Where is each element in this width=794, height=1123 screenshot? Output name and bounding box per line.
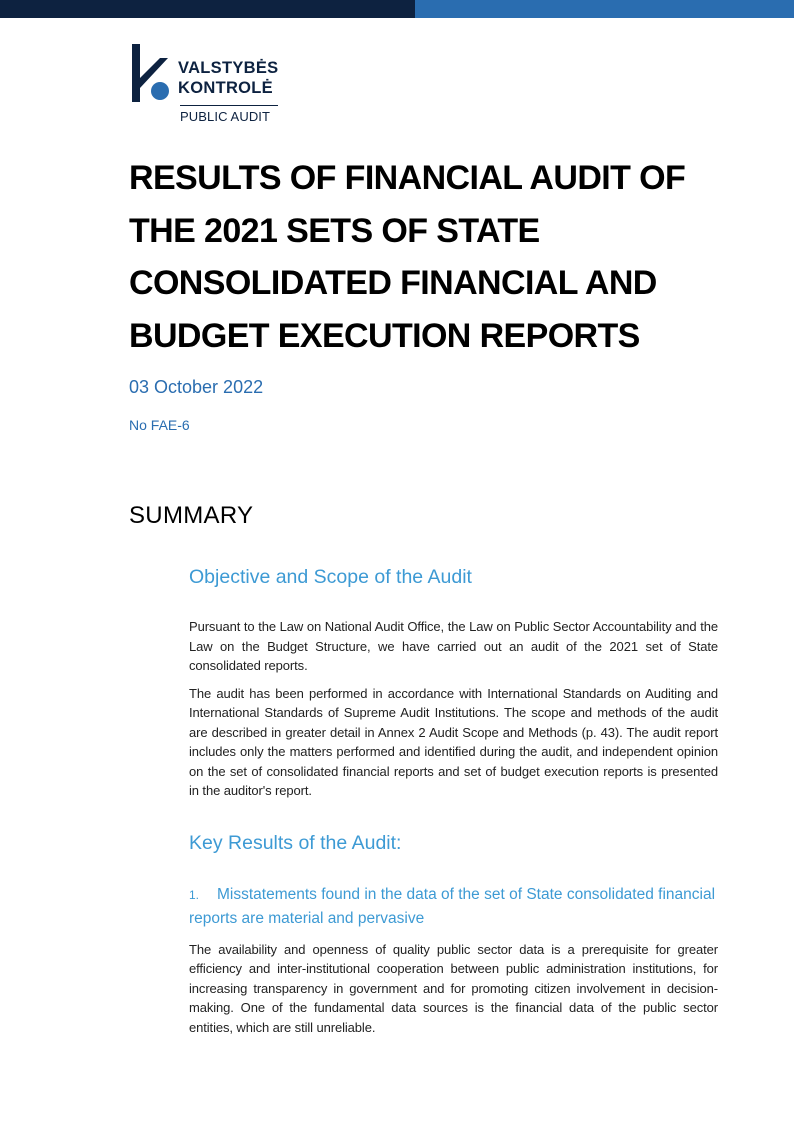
logo-mark-icon xyxy=(130,44,174,102)
top-bar-blue-segment xyxy=(415,0,794,18)
logo-divider xyxy=(180,105,278,106)
objective-paragraph-2: The audit has been performed in accordance with International Standards on Auditing and International Standards of Supreme Audit Institutions. The scope and methods of the audit are described in greater detail in Annex 2 Audit Scope and Methods (p. 43). The audit report includes only the matters performed and identified during the audit, and independent opinion on the set of consolidated financial reports and set of budget execution reports is presented in the auditor's report. xyxy=(189,685,718,798)
key-result-1-paragraph: The availability and openness of quality public sector data is a prerequisite for greater efficiency and inter-institutional cooperation between public administration institutions, for increasing transparency in government and for promoting citizen involvement in decision-making. One of the fundamental data sources is the financial data of the public sector entities, which are still unreliable. xyxy=(189,941,718,1035)
organization-logo xyxy=(130,44,300,128)
document-date: 03 October 2022 xyxy=(129,377,264,397)
summary-content xyxy=(189,563,718,1037)
key-result-1-number: 1. xyxy=(189,887,200,902)
objective-heading: Objective and Scope of the Audit xyxy=(189,566,472,588)
top-color-bar xyxy=(0,0,794,18)
logo-wordmark xyxy=(178,58,279,98)
document-title: RESULTS OF FINANCIAL AUDIT OF THE 2021 SETS OF STATE CONSOLIDATED FINANCIAL AND BUDGET EXECUTION REPORTS xyxy=(129,159,686,355)
summary-heading: SUMMARY xyxy=(129,502,254,529)
key-results-heading: Key Results of the Audit: xyxy=(189,831,402,854)
logo-line-1: VALSTYBĖS xyxy=(178,59,279,77)
logo-line-2: KONTROLĖ xyxy=(178,79,273,97)
objective-paragraph-1: Pursuant to the Law on National Audit Office, the Law on Public Sector Accountability and the Law on the Budget Structure, we have carried out an audit of the 2021 set of State consolidated reports. xyxy=(189,619,718,673)
logo-subtitle: PUBLIC AUDIT xyxy=(180,109,271,124)
key-result-1-heading xyxy=(189,883,718,930)
top-bar-dark-segment xyxy=(0,0,415,18)
key-result-1-title: Misstatements found in the data of the set of State consolidated financial reports are material and pervasive xyxy=(189,885,716,927)
document-number: No FAE-6 xyxy=(129,417,190,433)
